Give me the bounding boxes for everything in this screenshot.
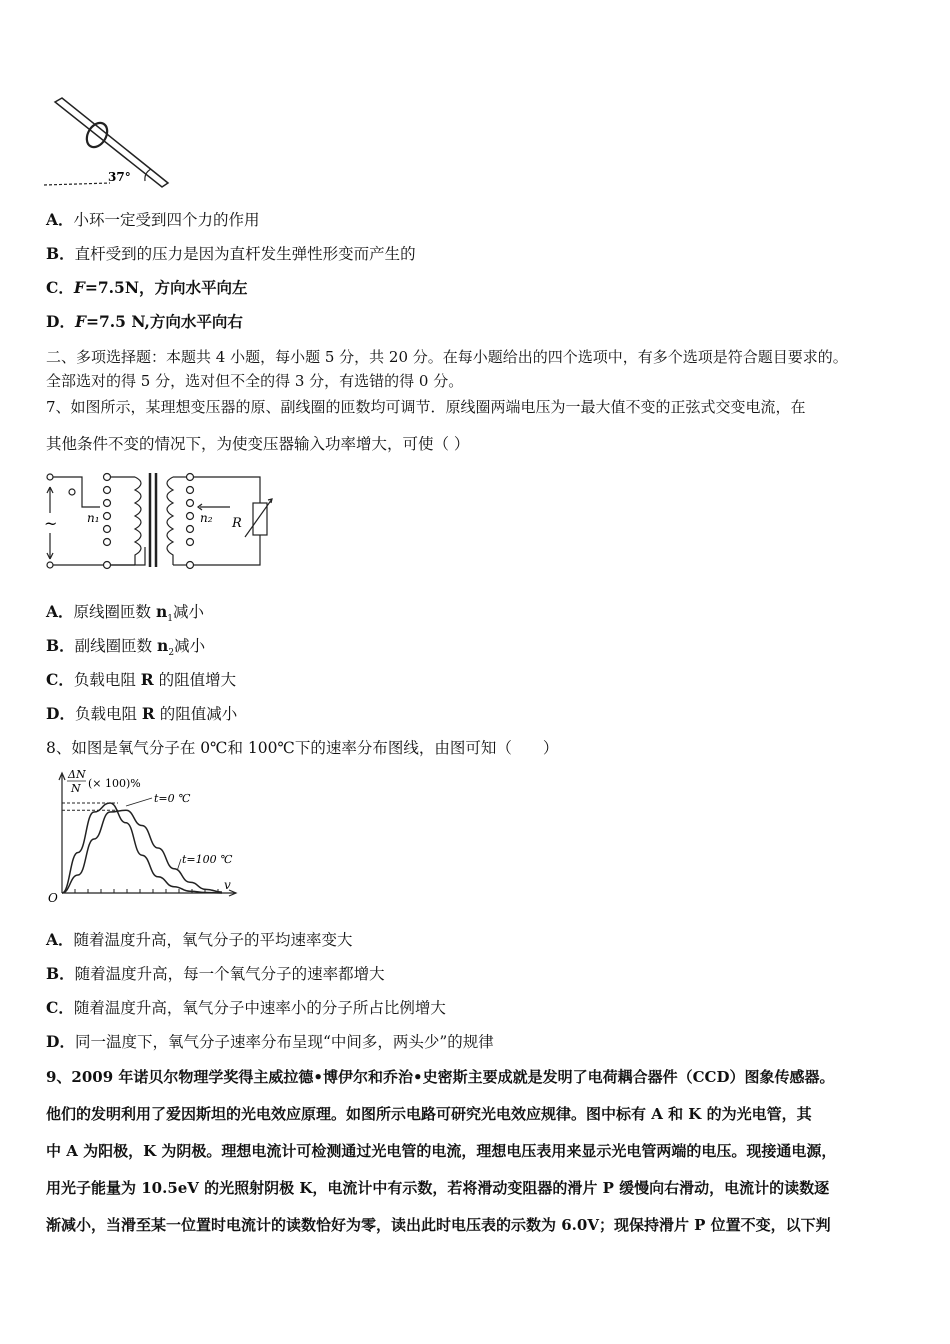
q9-line3: 中 A 为阳极，K 为阴极。理想电流计可检测通过光电管的电流，理想电压表用来显示光电管两端的电压。现接通电源， (46, 1142, 837, 1160)
origin-label: O (48, 891, 58, 905)
q7-stem-line1: 7、如图所示，某理想变压器的原、副线圈的匝数均可调节．原线圈两端电压为一最大值不变的正弦式交变电流，在 (46, 398, 806, 416)
y-label-suffix: (× 100)% (88, 777, 141, 790)
q8-option-b: B．随着温度升高，每一个氧气分子的速率都增大 (46, 964, 385, 983)
series-line-100c (62, 810, 222, 893)
section2-line2: 全部选对的得 5 分，选对但不全的得 3 分，有选错的得 0 分。 (46, 372, 464, 390)
angle-label: 37° (108, 170, 131, 184)
series-label-100c: t=100 ℃ (182, 853, 233, 866)
transformer-figure (40, 465, 280, 575)
q8-stem: 8、如图是氧气分子在 0℃和 100℃下的速率分布图线，由图可知（ ） (46, 739, 559, 757)
svg-text:~: ~ (44, 514, 58, 533)
q9-line4: 用光子能量为 10.5eV 的光照射阴极 K，电流计中有示数，若将滑动变阻器的滑片 P 缓慢向右滑动，电流计的读数逐 (46, 1179, 830, 1197)
q6-option-c: C．F=7.5N，方向水平向左 (46, 278, 248, 297)
q9-line5: 渐减小，当滑至某一位置时电流计的读数恰好为零，读出此时电压表的示数为 6.0V；现保持滑片 P 位置不变，以下判 (46, 1216, 831, 1234)
series-line-0c (62, 803, 222, 893)
y-label-den: N (71, 782, 81, 795)
q8-option-a: A．随着温度升高，氧气分子的平均速率变大 (46, 930, 353, 949)
q7-option-c: C．负载电阻 R 的阻值增大 (46, 670, 237, 689)
q7-option-a: A．原线圈匝数 $n_1$减小 (46, 602, 204, 625)
series-label-0c: t=0 ℃ (154, 792, 191, 805)
q8-option-d: D．同一温度下，氧气分子速率分布呈现“中间多，两头少”的规律 (46, 1032, 494, 1051)
q6-option-d: D．F=7.5 N,方向水平向右 (46, 312, 243, 331)
label-leader-100c (177, 859, 181, 871)
x-label: v (224, 878, 231, 892)
q6-option-a: A．小环一定受到四个力的作用 (46, 210, 260, 229)
q9-line2: 他们的发明利用了爱因斯坦的光电效应原理。如图所示电路可研究光电效应规律。图中标有 A 和 K 的为光电管，其 (46, 1105, 812, 1123)
speed-distribution-chart (44, 765, 244, 905)
svg-text:R: R (232, 516, 242, 531)
q7-option-d: D．负载电阻 R 的阻值减小 (46, 704, 238, 723)
q8-option-c: C．随着温度升高，氧气分子中速率小的分子所占比例增大 (46, 998, 446, 1017)
y-label-num: ΔN (68, 768, 86, 781)
svg-text:n₂: n₂ (200, 511, 213, 525)
ground-dashed-line (44, 183, 110, 185)
section2-line1: 二、多项选择题：本题共 4 小题，每小题 5 分，共 20 分。在每小题给出的四个选项中，有多个选项是符合题目要求的。 (46, 348, 848, 366)
q7-option-b: B．副线圈匝数 $n_2$减小 (46, 636, 206, 659)
svg-text:n₁: n₁ (87, 511, 100, 525)
label-leader-0c (126, 798, 152, 806)
q9-line1: 9、2009 年诺贝尔物理学奖得主威拉德•博伊尔和乔治•史密斯主要成就是发明了电荷耦合器件（CCD）图象传感器。 (46, 1068, 835, 1086)
q7-stem-line2: 其他条件不变的情况下，为使变压器输入功率增大，可使（ ） (46, 435, 470, 453)
rod-ring-figure (40, 95, 180, 195)
q6-option-b: B．直杆受到的压力是因为直杆发生弹性形变而产生的 (46, 244, 416, 263)
